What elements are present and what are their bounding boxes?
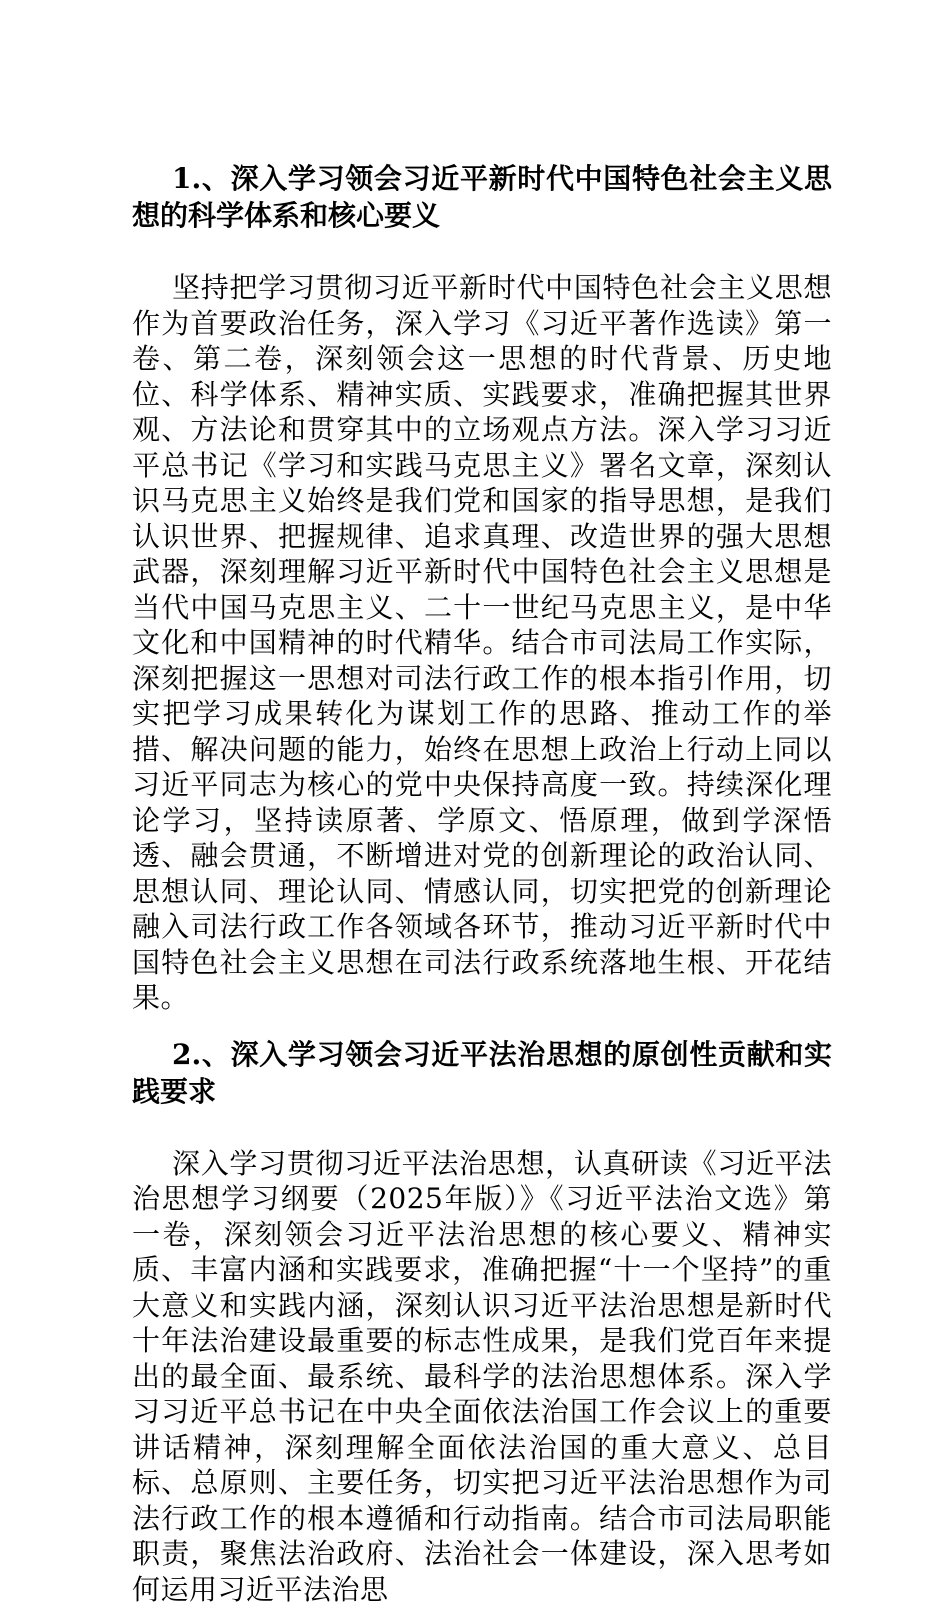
section-1-body: 坚持把学习贯彻习近平新时代中国特色社会主义思想作为首要政治任务，深入学习《习近平著作选读》第一卷、第二卷，深刻领会这一思想的时代背景、历史地位、科学体系、精神实质、实践要求，准确把握其世界观、方法论和贯穿其中的立场观点方法。深入学习习近平总书记《学习和实践马克思主义》署名文章，深刻认识马克思主义始终是我们党和国家的指导思想，是我们认识世界、把握规律、追求真理、改造世界的强大思想武器，深刻理解习近平新时代中国特色社会主义思想是当代中国马克思主义、二十一世纪马克思主义，是中华文化和中国精神的时代精华。结合市司法局工作实际，深刻把握这一思想对司法行政工作的根本指引作用，切实把学习成果转化为谋划工作的思路、推动工作的举措、解决问题的能力，始终在思想上政治上行动上同以习近平同志为核心的党中央保持高度一致。持续深化理论学习，坚持读原著、学原文、悟原理，做到学深悟透、融会贯通，不断增进对党的创新理论的政治认同、思想认同、理论认同、情感认同，切实把党的创新理论融入司法行政工作各领域各环节，推动习近平新时代中国特色社会主义思想在司法行政系统落地生根、开花结果。: [132, 270, 832, 1016]
section-2-heading: 2.、深入学习领会习近平法治思想的原创性贡献和实践要求: [132, 1036, 832, 1110]
section-1-heading: 1.、深入学习领会习近平新时代中国特色社会主义思想的科学体系和核心要义: [132, 160, 832, 234]
document-page: [132, 160, 832, 1607]
section-2-body: 深入学习贯彻习近平法治思想，认真研读《习近平法治思想学习纲要（2025年版）》《习近平法治文选》第一卷，深刻领会习近平法治思想的核心要义、精神实质、丰富内涵和实践要求，准确把握“十一个坚持”的重大意义和实践内涵，深刻认识习近平法治思想是新时代十年法治建设最重要的标志性成果，是我们党百年来提出的最全面、最系统、最科学的法治思想体系。深入学习习近平总书记在中央全面依法治国工作会议上的重要讲话精神，深刻理解全面依法治国的重大意义、总目标、总原则、主要任务，切实把习近平法治思想作为司法行政工作的根本遵循和行动指南。结合市司法局职能职责，聚焦法治政府、法治社会一体建设，深入思考如何运用习近平法治思: [132, 1146, 832, 1607]
